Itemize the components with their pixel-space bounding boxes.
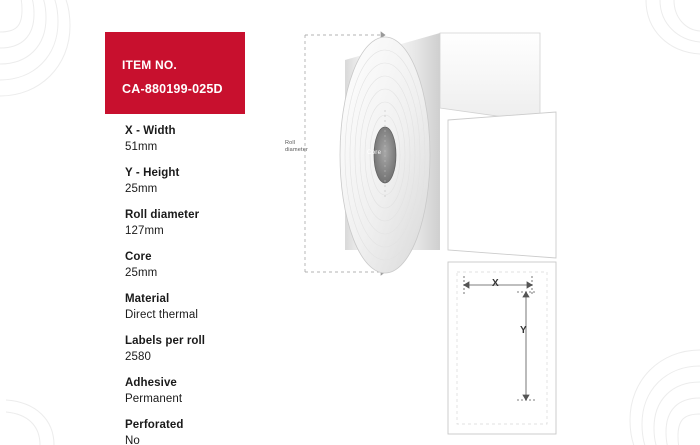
label-web-top [440,33,540,122]
spec-value: 25mm [125,183,158,195]
y-dimension-caption: Y [520,325,527,336]
spec-value: No [125,435,140,445]
spec-value: Permanent [125,393,183,405]
spec-key: Perforated [125,419,184,431]
spec-value: 127mm [125,225,164,237]
item-number-label: ITEM NO. [122,58,177,72]
x-dimension-caption: X [492,278,499,289]
label-front-blank [448,112,556,258]
spec-value: Direct thermal [125,309,198,321]
item-number-value: CA-880199-025D [122,82,223,96]
spec-key: Core [125,251,152,263]
label-dimension-diagram [448,262,556,434]
spec-key: Labels per roll [125,335,206,347]
spec-key: Roll diameter [125,209,200,221]
spec-key: Material [125,293,170,305]
spec-key: Y - Height [125,167,180,179]
spec-key: X - Width [125,125,176,137]
roll-diameter-caption: Roll diameter [285,140,308,153]
spec-value: 25mm [125,267,158,279]
spec-key: Adhesive [125,377,177,389]
core-caption: Core [367,150,382,156]
spec-value: 51mm [125,141,158,153]
spec-value: 2580 [125,351,151,363]
